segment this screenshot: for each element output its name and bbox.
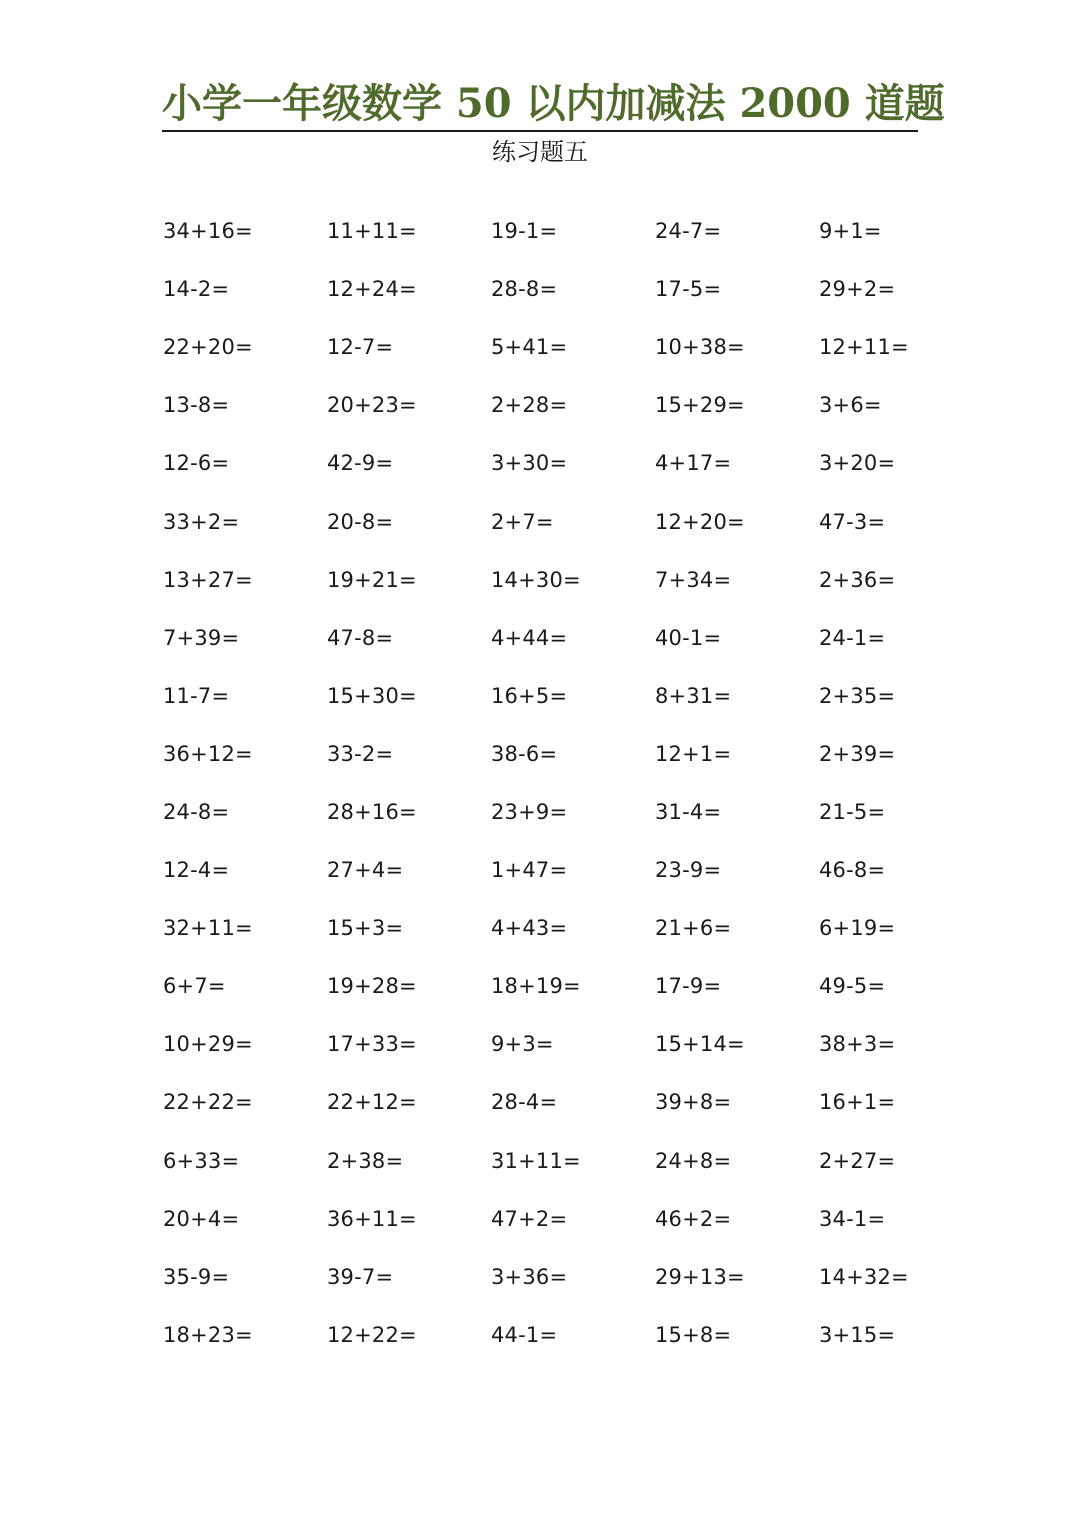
math-problem: 11-7= <box>163 683 230 708</box>
math-problem: 14-2= <box>163 277 230 302</box>
math-problem: 10+38= <box>655 335 745 360</box>
problem-row <box>163 318 983 376</box>
math-problem: 33+2= <box>163 509 240 534</box>
math-problem: 9+1= <box>819 219 882 244</box>
math-problem: 12+11= <box>819 335 909 360</box>
math-problem: 15+14= <box>655 1032 745 1057</box>
problem-row <box>163 1132 983 1190</box>
math-problem: 27+4= <box>327 858 404 883</box>
problem-row <box>163 260 983 318</box>
math-problem: 24-8= <box>163 799 230 824</box>
math-problem: 49-5= <box>819 974 886 999</box>
math-problem: 24-1= <box>819 625 886 650</box>
problem-row <box>163 1248 983 1306</box>
math-problem: 7+39= <box>163 625 240 650</box>
math-problem: 46+2= <box>655 1206 732 1231</box>
math-problem: 47+2= <box>491 1206 568 1231</box>
math-problem: 16+5= <box>491 683 568 708</box>
problem-row <box>163 551 983 609</box>
math-problem: 2+39= <box>819 741 896 766</box>
math-problem: 15+30= <box>327 683 417 708</box>
math-problem: 1+47= <box>491 858 568 883</box>
problem-row <box>163 1073 983 1131</box>
math-problem: 12+24= <box>327 277 417 302</box>
math-problem: 31+11= <box>491 1148 581 1173</box>
math-problem: 4+43= <box>491 916 568 941</box>
problem-row <box>163 434 983 492</box>
math-problem: 22+12= <box>327 1090 417 1115</box>
math-problem: 47-3= <box>819 509 886 534</box>
math-problem: 28-8= <box>491 277 558 302</box>
problem-row <box>163 202 983 260</box>
math-problem: 18+23= <box>163 1322 253 1347</box>
math-problem: 38+3= <box>819 1032 896 1057</box>
problem-row <box>163 609 983 667</box>
math-problem: 20+23= <box>327 393 417 418</box>
math-problem: 28+16= <box>327 799 417 824</box>
math-problem: 4+44= <box>491 625 568 650</box>
math-problem: 12+22= <box>327 1322 417 1347</box>
math-problem: 47-8= <box>327 625 394 650</box>
math-problem: 31-4= <box>655 799 722 824</box>
math-problem: 24+8= <box>655 1148 732 1173</box>
math-problem: 23-9= <box>655 858 722 883</box>
math-problem: 2+35= <box>819 683 896 708</box>
math-problem: 34+16= <box>163 219 253 244</box>
math-problem: 29+2= <box>819 277 896 302</box>
math-problem: 17-9= <box>655 974 722 999</box>
math-problem: 11+11= <box>327 219 417 244</box>
math-problem: 14+32= <box>819 1264 909 1289</box>
page-title: 小学一年级数学 50 以内加减法 2000 道题 <box>162 80 945 127</box>
math-problem: 2+7= <box>491 509 554 534</box>
math-problem: 17-5= <box>655 277 722 302</box>
math-problem: 6+33= <box>163 1148 240 1173</box>
math-problem: 19+21= <box>327 567 417 592</box>
math-problem: 36+11= <box>327 1206 417 1231</box>
math-problem: 22+22= <box>163 1090 253 1115</box>
problem-row <box>163 1015 983 1073</box>
math-problem: 13+27= <box>163 567 253 592</box>
math-problem: 24-7= <box>655 219 722 244</box>
problem-row <box>163 376 983 434</box>
math-problem: 42-9= <box>327 451 394 476</box>
problem-row <box>163 492 983 550</box>
math-problem: 36+12= <box>163 741 253 766</box>
math-problem: 3+30= <box>491 451 568 476</box>
math-problem: 21-5= <box>819 799 886 824</box>
math-problem: 46-8= <box>819 858 886 883</box>
math-problem: 44-1= <box>491 1322 558 1347</box>
math-problem: 39-7= <box>327 1264 394 1289</box>
math-problem: 34-1= <box>819 1206 886 1231</box>
math-problem: 40-1= <box>655 625 722 650</box>
math-problem: 15+8= <box>655 1322 732 1347</box>
math-problem: 35-9= <box>163 1264 230 1289</box>
math-problem: 10+29= <box>163 1032 253 1057</box>
math-problem: 19+28= <box>327 974 417 999</box>
problem-row <box>163 725 983 783</box>
math-problem: 6+19= <box>819 916 896 941</box>
problem-row <box>163 783 983 841</box>
math-problem: 32+11= <box>163 916 253 941</box>
math-problem: 8+31= <box>655 683 732 708</box>
math-problem: 6+7= <box>163 974 226 999</box>
math-problem: 3+20= <box>819 451 896 476</box>
problem-row <box>163 899 983 957</box>
math-problem: 21+6= <box>655 916 732 941</box>
problem-row <box>163 1190 983 1248</box>
math-problem: 12-6= <box>163 451 230 476</box>
math-problem: 19-1= <box>491 219 558 244</box>
math-problem: 2+27= <box>819 1148 896 1173</box>
math-problem: 17+33= <box>327 1032 417 1057</box>
problem-row <box>163 957 983 1015</box>
math-problem: 20+4= <box>163 1206 240 1231</box>
math-problem: 13-8= <box>163 393 230 418</box>
math-problem: 15+29= <box>655 393 745 418</box>
math-problem: 4+17= <box>655 451 732 476</box>
math-problem: 12+1= <box>655 741 732 766</box>
math-problem: 15+3= <box>327 916 404 941</box>
problem-row <box>163 667 983 725</box>
math-problem: 3+6= <box>819 393 882 418</box>
title-underline <box>162 130 918 132</box>
math-problem: 2+36= <box>819 567 896 592</box>
math-problem: 3+15= <box>819 1322 896 1347</box>
math-problem: 20-8= <box>327 509 394 534</box>
math-problem: 14+30= <box>491 567 581 592</box>
math-problem: 23+9= <box>491 799 568 824</box>
math-problem: 12-4= <box>163 858 230 883</box>
math-problem: 7+34= <box>655 567 732 592</box>
problem-row <box>163 1306 983 1364</box>
math-problem: 2+28= <box>491 393 568 418</box>
problem-grid <box>163 202 983 1364</box>
math-problem: 2+38= <box>327 1148 404 1173</box>
math-problem: 33-2= <box>327 741 394 766</box>
math-problem: 3+36= <box>491 1264 568 1289</box>
math-problem: 12-7= <box>327 335 394 360</box>
math-problem: 9+3= <box>491 1032 554 1057</box>
math-problem: 22+20= <box>163 335 253 360</box>
math-problem: 39+8= <box>655 1090 732 1115</box>
math-problem: 5+41= <box>491 335 568 360</box>
math-problem: 12+20= <box>655 509 745 534</box>
math-problem: 16+1= <box>819 1090 896 1115</box>
problem-row <box>163 841 983 899</box>
exercise-subtitle: 练习题五 <box>492 138 588 166</box>
math-problem: 28-4= <box>491 1090 558 1115</box>
math-problem: 38-6= <box>491 741 558 766</box>
math-problem: 18+19= <box>491 974 581 999</box>
math-problem: 29+13= <box>655 1264 745 1289</box>
